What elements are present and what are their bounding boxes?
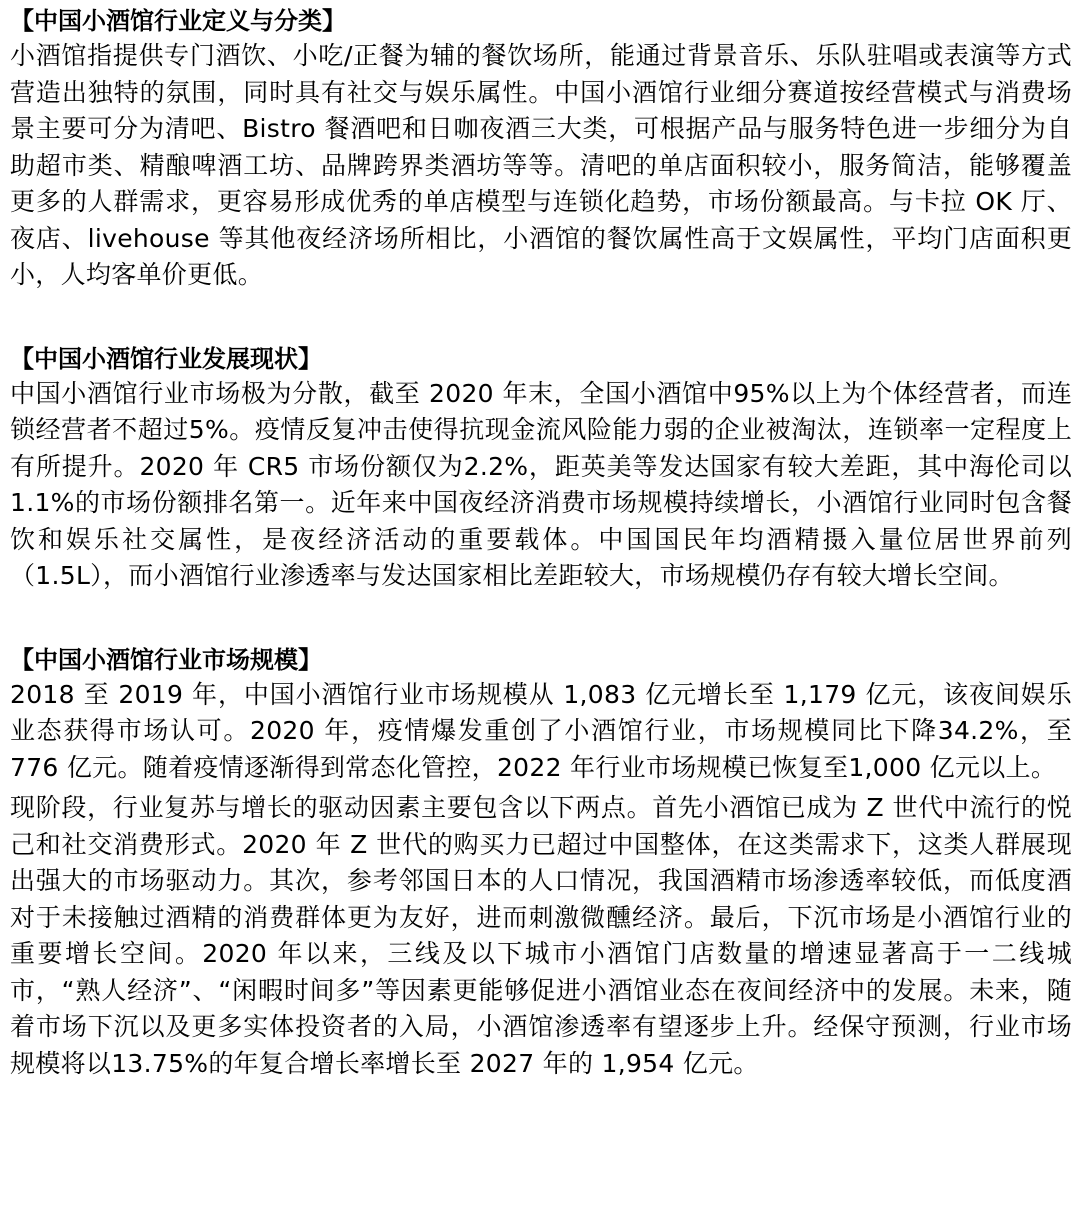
section-definition <box>10 0 1072 294</box>
section-heading-market-size: 【中国小酒馆行业市场规模】 <box>10 645 322 674</box>
paragraph-definition: 小酒馆指提供专门酒饮、小吃/正餐为辅的餐饮场所，能通过背景音乐、乐队驻唱或表演等方式营造出独特的氛围，同时具有社交与娱乐属性。中国小酒馆行业细分赛道按经营模式与消费场景主要可分为清吧、Bistro 餐酒吧和日咖夜酒三大类，可根据产品与服务特色进一步细分为自助超市类、精酿啤酒工坊、品牌跨界类酒坊等等。清吧的单店面积较小，服务简洁，能够覆盖更多的人群需求，更容易形成优秀的单店模型与连锁化趋势，市场份额最高。与卡拉 OK 厅、夜店、livehouse 等其他夜经济场所相比，小酒馆的餐饮属性高于文娱属性，平均门店面积更小，人均客单价更低。 <box>10 41 1072 289</box>
section-spacer <box>10 595 1072 643</box>
paragraph-market-size-history: 2018 至 2019 年，中国小酒馆行业市场规模从 1,083 亿元增长至 1,179 亿元，该夜间娱乐业态获得市场认可。2020 年，疫情爆发重创了小酒馆行业，市场规模同比下降34.2%，至 776 亿元。随着疫情逐渐得到常态化管控，2022 年行业市场规模已恢复至1,000 亿元以上。 <box>10 679 1072 782</box>
section-heading-status: 【中国小酒馆行业发展现状】 <box>10 344 322 373</box>
section-heading-definition: 【中国小酒馆行业定义与分类】 <box>10 7 346 35</box>
section-status <box>10 342 1072 595</box>
paragraph-market-size-drivers: 现阶段，行业复苏与增长的驱动因素主要包含以下两点。首先小酒馆已成为 Z 世代中流行的悦己和社交消费形式。2020 年 Z 世代的购买力已超过中国整体，在这类需求下，这类人群展现出强大的市场驱动力。其次，参考邻国日本的人口情况，我国酒精市场渗透率较低，而低度酒对于未接触过酒精的消费群体更为友好，进而刺激微醺经济。最后，下沉市场是小酒馆行业的重要增长空间。2020 年以来，三线及以下城市小酒馆门店数量的增速显著高于一二线城市，“熟人经济”、“闲暇时间多”等因素更能够促进小酒馆业态在夜间经济中的发展。未来，随着市场下沉以及更多实体投资者的入局，小酒馆渗透率有望逐步上升。经保守预测，行业市场规模将以13.75%的年复合增长率增长至 2027 年的 1,954 亿元。 <box>10 793 1072 1078</box>
section-market-size <box>10 643 1072 1083</box>
paragraph-status: 中国小酒馆行业市场极为分散，截至 2020 年末，全国小酒馆中95%以上为个体经营者，而连锁经营者不超过5%。疫情反复冲击使得抗现金流风险能力弱的企业被淘汰，连锁率一定程度上有所提升。2020 年 CR5 市场份额仅为2.2%，距英美等发达国家有较大差距，其中海伦司以1.1%的市场份额排名第一。近年来中国夜经济消费市场规模持续增长，小酒馆行业同时包含餐饮和娱乐社交属性，是夜经济活动的重要载体。中国国民年均酒精摄入量位居世界前列（1.5L），而小酒馆行业渗透率与发达国家相比差距较大，市场规模仍存有较大增长空间。 <box>10 378 1072 590</box>
section-spacer <box>10 294 1072 342</box>
